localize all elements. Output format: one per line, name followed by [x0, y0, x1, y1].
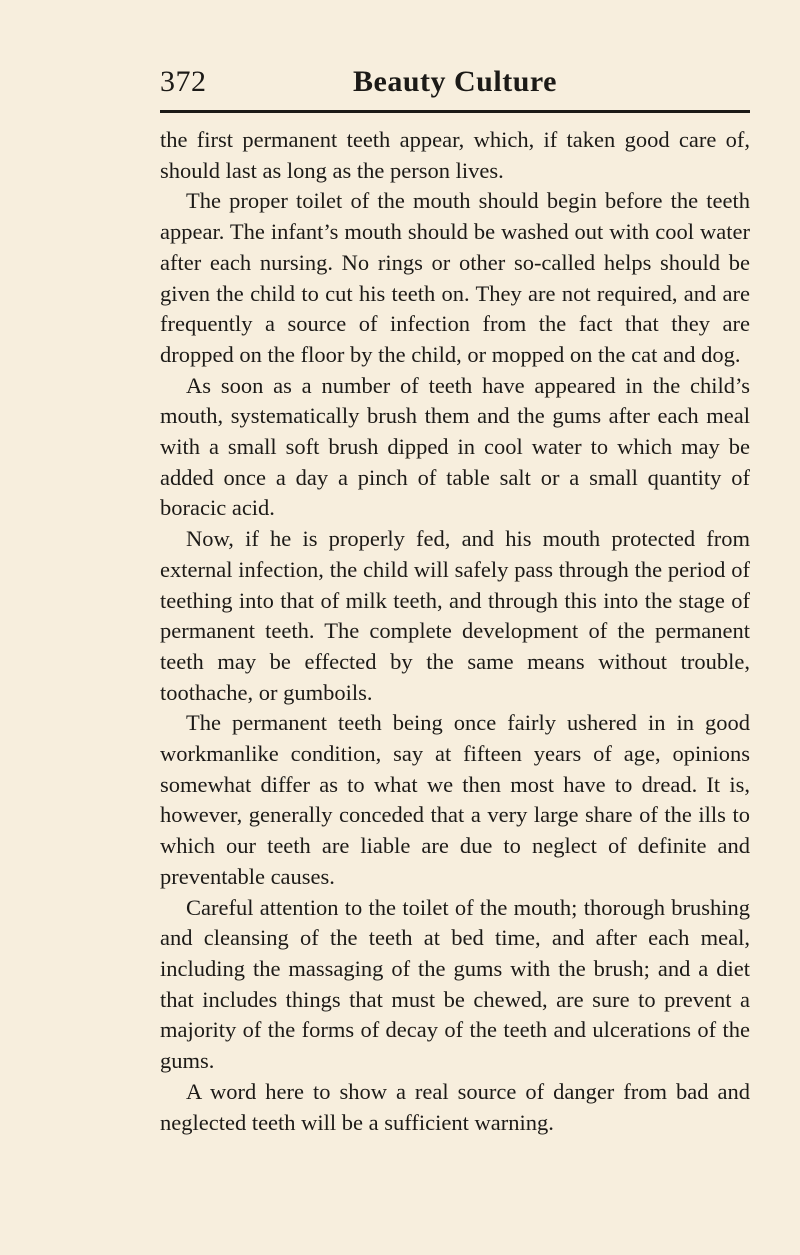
paragraph-continued: the first permanent teeth appear, which, if taken good care of, should last as long as the person lives.: [160, 127, 750, 183]
paragraph-warning: A word here to show a real source of danger from bad and neglected teeth will be a sufficient warning.: [160, 1078, 750, 1135]
header-rule: [160, 110, 750, 113]
paragraph-permanent-teeth: The permanent teeth being once fairly ushered in in good workmanlike condition, say at fifteen years of age, opinions somewhat differ as to what we then most have to dread. It is, however, generally conceded that a very large share of the ills to which our teeth are liable are due to neglect of definite and preventable causes.: [160, 710, 750, 889]
page-header: [160, 62, 750, 102]
body-text: [160, 125, 750, 1138]
paragraph-mouth-toilet: The proper toilet of the mouth should begin before the teeth appear. The infant’s mouth should be washed out with cool water after each nursing. No rings or other so-called helps should be given the child to cut his teeth on. They are not required, and are frequently a source of infection from the fact that they are dropped on the floor by the child, or mopped on the cat and dog.: [160, 188, 750, 367]
paragraph-teething: Now, if he is properly fed, and his mouth protected from external infection, the child will safely pass through the period of teething into that of milk teeth, and through this into the stage of permanent teeth. The complete development of the permanent teeth may be effected by the same means without trouble, toothache, or gumboils.: [160, 526, 750, 705]
running-title: Beauty Culture: [353, 65, 557, 98]
paragraph-brushing: As soon as a number of teeth have appeared in the child’s mouth, systematically brush them and the gums after each meal with a small soft brush dipped in cool water to which may be added once a day a pinch of table salt or a small quantity of boracic acid.: [160, 372, 750, 521]
page-number: 372: [160, 65, 207, 98]
paragraph-careful-attention: Careful attention to the toilet of the mouth; thorough brushing and cleansing of the teeth at bed time, and after each meal, including the massaging of the gums with the brush; and a diet that includes things that must be chewed, are sure to prevent a majority of the forms of decay of the teeth and ulcerations of the gums.: [160, 894, 750, 1074]
